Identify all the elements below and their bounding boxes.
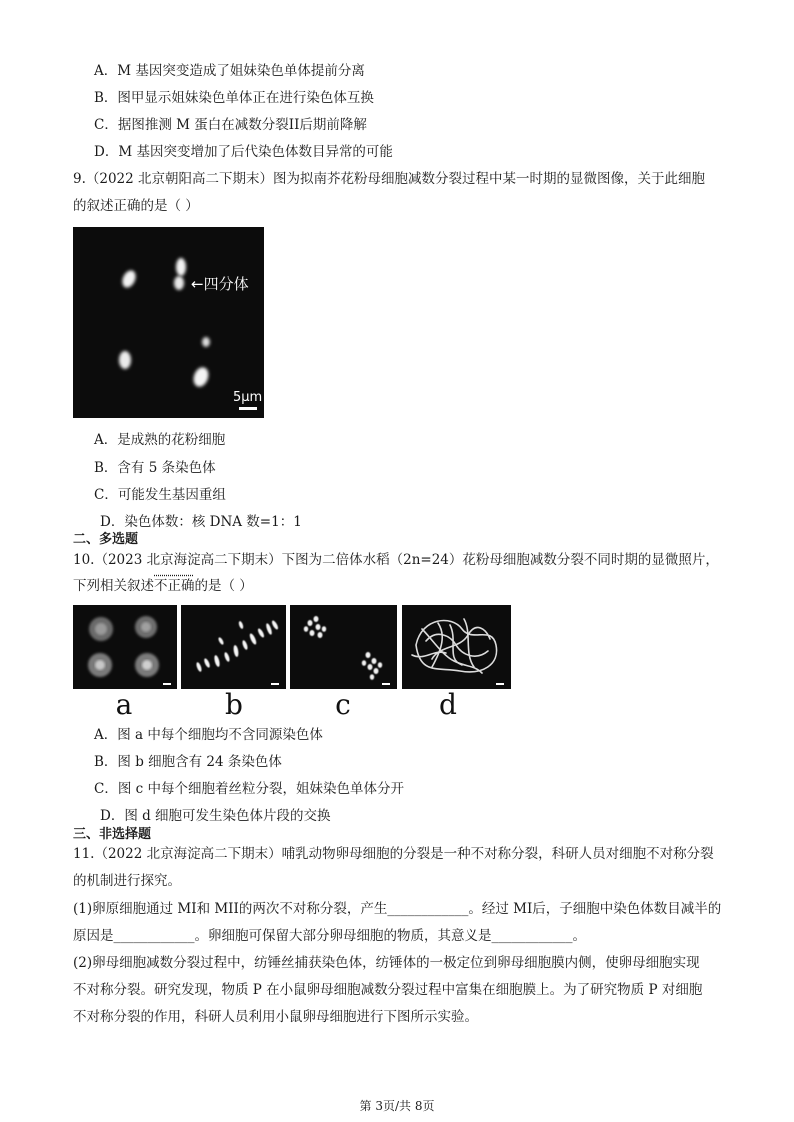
q10-option-c: C．图 c 中每个细胞着丝粒分裂，姐妹染色单体分开 bbox=[94, 781, 404, 797]
chromosome-blob bbox=[119, 351, 131, 369]
q10-panel-d bbox=[402, 605, 511, 689]
chromosome-blob bbox=[176, 258, 186, 276]
page-footer: 第 3页/共 8页 bbox=[359, 1099, 435, 1113]
q10-stem-line1: 10.（2023 北京海淀高二下期末）下图为二倍体水稻（2n=24）花粉母细胞减数分裂不同时期的显微照片， bbox=[73, 552, 719, 568]
q8-option-d: D．M 基因突变增加了后代染色体数目异常的可能 bbox=[94, 144, 393, 160]
section-title-multi: 二、多选题 bbox=[73, 532, 139, 547]
q8-option-a: A．M 基因突变造成了姐妹染色单体提前分离 bbox=[94, 63, 365, 79]
panel-label-b: b bbox=[225, 688, 243, 721]
q10-panel-c bbox=[290, 605, 397, 689]
q11-part1-line1: (1)卵原细胞通过 MI和 MII的两次不对称分裂，产生____________。经过 MI后，子细胞中染色体数目减半的 bbox=[73, 901, 722, 917]
q9-option-d: D．染色体数：核 DNA 数=1：1 bbox=[100, 514, 302, 530]
chromosome-blob bbox=[174, 276, 184, 290]
scale-bar bbox=[239, 407, 257, 410]
section-title-nonchoice: 三、非选择题 bbox=[73, 827, 152, 842]
q9-option-a: A．是成熟的花粉细胞 bbox=[94, 432, 226, 448]
q10-stem-post: 的是（ ） bbox=[194, 578, 253, 594]
panel-label-a: a bbox=[115, 688, 133, 721]
q11-part2-line2: 不对称分裂。研究发现，物质 P 在小鼠卵母细胞减数分裂过程中富集在细胞膜上。为了研究物质 P 对细胞 bbox=[73, 982, 703, 998]
q11-part1-line2: 原因是____________。卵细胞可保留大部分卵母细胞的物质，其意义是____________。 bbox=[73, 928, 586, 944]
panel-label-d: d bbox=[439, 688, 457, 721]
q10-stem-pre: 下列相关叙述 bbox=[73, 578, 154, 594]
q10-stem-line2 bbox=[73, 577, 253, 595]
q9-option-c: C．可能发生基因重组 bbox=[94, 487, 226, 503]
q8-option-b: B．图甲显示姐妹染色单体正在进行染色体互换 bbox=[94, 90, 374, 106]
q10-stem-emphasis: 不正确 bbox=[154, 578, 195, 594]
q11-stem-line2: 的机制进行探究。 bbox=[73, 873, 181, 889]
q8-option-c: C．据图推测 M 蛋白在减数分裂II后期前降解 bbox=[94, 117, 367, 133]
q9-stem-line1: 9.（2022 北京朝阳高二下期末）图为拟南芥花粉母细胞减数分裂过程中某一时期的显微图像，关于此细胞 bbox=[73, 171, 706, 187]
q10-option-b: B．图 b 细胞含有 24 条染色体 bbox=[94, 754, 282, 770]
q9-option-b: B．含有 5 条染色体 bbox=[94, 460, 216, 476]
chromosome-blob bbox=[120, 268, 138, 289]
chromosome-blob bbox=[202, 337, 210, 347]
q11-part2-line3: 不对称分裂的作用，科研人员利用小鼠卵母细胞进行下图所示实验。 bbox=[73, 1009, 478, 1025]
panel-label-c: c bbox=[335, 688, 351, 721]
q10-option-d: D．图 d 细胞可发生染色体片段的交换 bbox=[100, 808, 331, 824]
tetrad-label: ←四分体 bbox=[191, 275, 249, 293]
q9-stem-line2: 的叙述正确的是（ ） bbox=[73, 198, 199, 214]
chromosome-blob bbox=[191, 365, 211, 389]
q9-micrograph bbox=[73, 227, 264, 418]
q10-panel-a bbox=[73, 605, 177, 689]
q10-option-a: A．图 a 中每个细胞均不含同源染色体 bbox=[94, 727, 323, 743]
q11-part2-line1: (2)卵母细胞减数分裂过程中，纺锤丝捕获染色体，纺锤体的一极定位到卵母细胞膜内侧，使卵母细胞实现 bbox=[73, 955, 700, 971]
scale-label: 5μm bbox=[233, 390, 263, 405]
q10-panel-b bbox=[181, 605, 286, 689]
q11-stem-line1: 11.（2022 北京海淀高二下期末）哺乳动物卵母细胞的分裂是一种不对称分裂，科研人员对细胞不对称分裂 bbox=[73, 846, 714, 862]
